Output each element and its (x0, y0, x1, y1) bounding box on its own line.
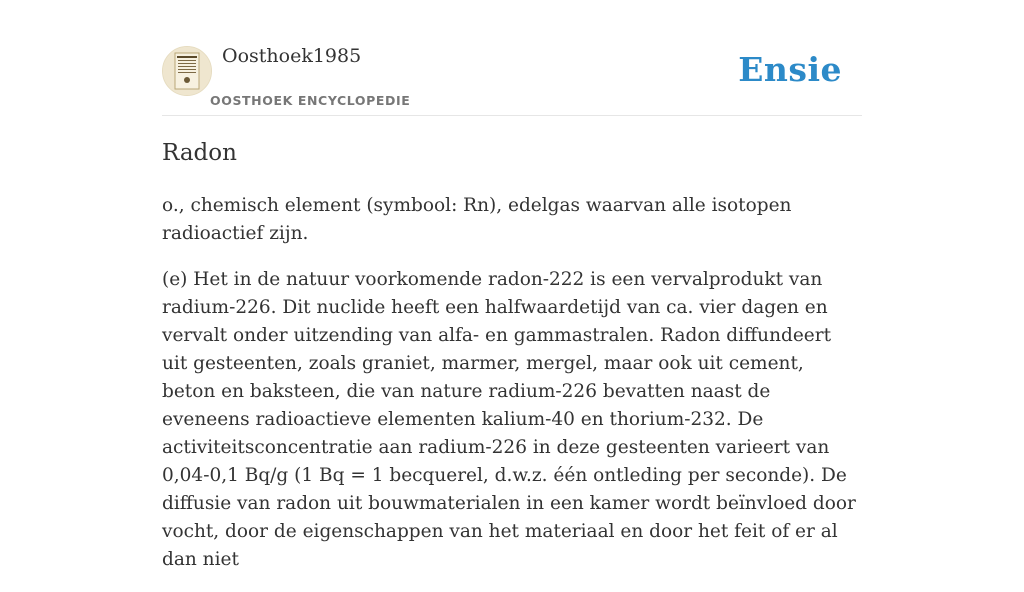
author-name[interactable]: Oosthoek1985 (222, 45, 362, 67)
ensie-logo[interactable]: Ensie (738, 50, 842, 89)
article-body (162, 192, 862, 592)
article-title: Radon (162, 140, 237, 166)
article-paragraph: o., chemisch element (symbool: Rn), edelgas waarvan alle isotopen radioactief zijn. (162, 195, 792, 244)
article-paragraph: (e) Het in de natuur voorkomende radon-222 is een vervalprodukt van radium-226. Dit nuclide heeft een halfwaardetijd van ca. vier dagen en vervalt onder uitzending van alfa- en gammastralen. Radon diffundeert uit gesteenten, zoals graniet, marmer, mergel, maar ook uit cement, beton en baksteen, die van nature radium-226 bevatten naast de eveneens radioactieve elementen kalium-40 en thorium-232. De activiteitsconcentratie aan radium-226 in deze gesteenten varieert van 0,04-0,1 Bq/g (1 Bq = 1 becquerel, d.w.z. één ontleding per seconde). De diffusie van radon uit bouwmaterialen in een kamer wordt beïnvloed door vocht, door de eigenschappen van het materiaal en door het feit of er al dan niet (162, 269, 856, 570)
header-divider (162, 115, 862, 116)
book-cover-icon (163, 47, 211, 95)
article-card (162, 0, 862, 570)
author-avatar[interactable] (162, 46, 212, 96)
source-label[interactable]: OOSTHOEK ENCYCLOPEDIE (210, 93, 411, 108)
